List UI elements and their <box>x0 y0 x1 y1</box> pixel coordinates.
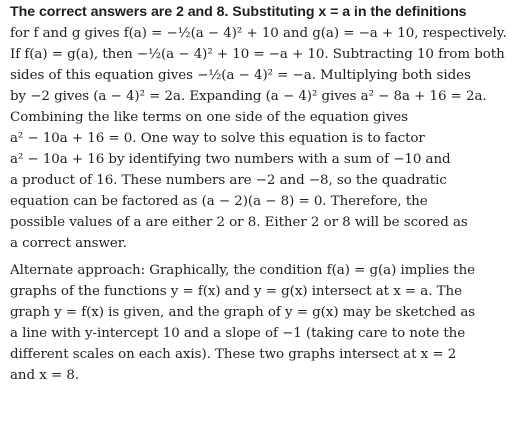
text-line: The correct answers are 2 and 8. Substituting x = a in the definitions <box>10 4 467 20</box>
answer-explanation <box>10 2 516 386</box>
text-line: graphs of the functions y = f(x) and y = g(x) intersect at x = a. The <box>10 284 462 299</box>
text-line: If f(a) = g(a), then −½(a − 4)² + 10 = −a + 10. Subtracting 10 from both <box>10 47 505 62</box>
text-line: Combining the like terms on one side of the equation gives <box>10 110 409 125</box>
text-line: by −2 gives (a − 4)² = 2a. Expanding (a − 4)² gives a² − 8a + 16 = 2a. <box>10 89 487 104</box>
text-line: a² − 10a + 16 = 0. One way to solve this equation is to factor <box>10 131 425 146</box>
text-line: a² − 10a + 16 by identifying two numbers with a sum of −10 and <box>10 152 451 167</box>
text-line: and x = 8. <box>10 368 79 383</box>
text-line: a product of 16. These numbers are −2 and −8, so the quadratic <box>10 173 447 188</box>
text-line: graph y = f(x) is given, and the graph of y = g(x) may be sketched as <box>10 305 476 320</box>
text-line: sides of this equation gives −½(a − 4)² = −a. Multiplying both sides <box>10 68 471 83</box>
text-line: possible values of a are either 2 or 8. Either 2 or 8 will be scored as <box>10 215 468 230</box>
text-line: a correct answer. <box>10 236 127 251</box>
text-line: Alternate approach: Graphically, the condition f(a) = g(a) implies the <box>10 263 476 278</box>
alternate-approach-paragraph <box>10 260 516 386</box>
text-line: equation can be factored as (a − 2)(a − 8) = 0. Therefore, the <box>10 194 428 209</box>
text-line: different scales on each axis). These two graphs intersect at x = 2 <box>10 347 457 362</box>
text-line: for f and g gives f(a) = −½(a − 4)² + 10 and g(a) = −a + 10, respectively. <box>10 26 507 41</box>
explanation-paragraph <box>10 2 516 254</box>
text-line: a line with y-intercept 10 and a slope of −1 (taking care to note the <box>10 326 466 341</box>
